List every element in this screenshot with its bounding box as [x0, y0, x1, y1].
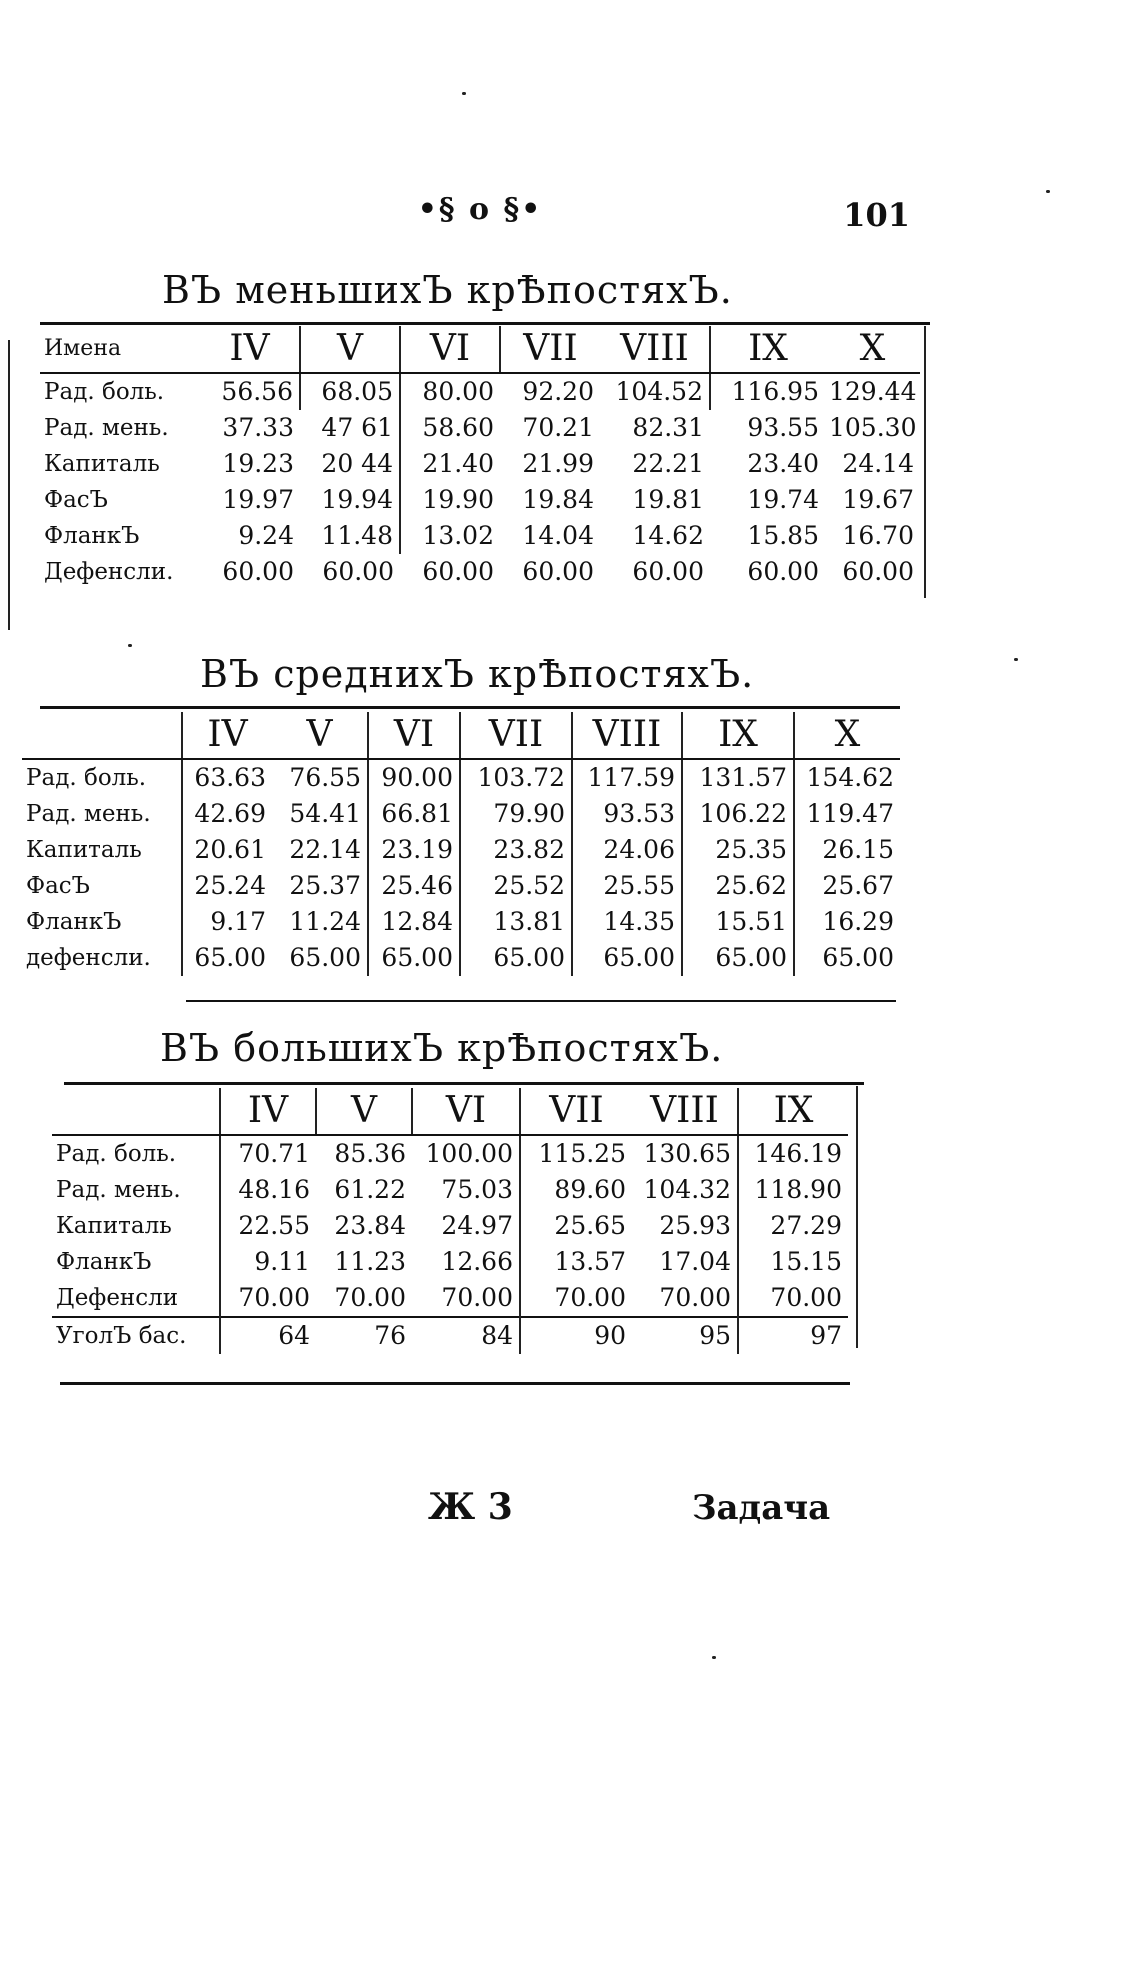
table-cell: 79.90 — [460, 796, 572, 832]
column-header-names — [22, 712, 182, 759]
section-title-small: ВЪ меньшихЪ крѢпостяхЪ. — [162, 268, 733, 312]
column-header: IV — [220, 1088, 316, 1135]
header-ornament: •§ o §• — [417, 192, 543, 227]
row-label: ФланкЪ — [56, 1249, 152, 1275]
table-cell: 70.00 — [520, 1280, 632, 1317]
table-cell: 15.15 — [738, 1244, 848, 1280]
table-cell: 23.19 — [368, 832, 460, 868]
table-cell: 146.19 — [738, 1135, 848, 1172]
table-cell: 25.46 — [368, 868, 460, 904]
table-cell: 63.63 — [182, 759, 272, 796]
table-cell: 60.00 — [747, 557, 819, 586]
table-cell: 129.44 — [829, 377, 917, 406]
table-cell: 93.53 — [572, 796, 682, 832]
bottom-rule — [60, 1382, 850, 1385]
table-cell: 14.62 — [632, 521, 704, 550]
top-rule — [40, 706, 900, 709]
table-row — [40, 554, 920, 590]
page-speck — [128, 644, 132, 647]
table-cell: 103.72 — [460, 759, 572, 796]
table-header-row — [40, 326, 920, 373]
table-cell: 22.21 — [632, 449, 704, 478]
fortress-table-medium — [22, 712, 900, 976]
table-cell: 84 — [481, 1321, 513, 1350]
column-header: VI — [368, 712, 460, 759]
table-header-row — [52, 1088, 848, 1135]
table-cell: 93.55 — [747, 413, 819, 442]
table-cell: 80.00 — [400, 373, 500, 410]
table-header-row — [22, 712, 900, 759]
row-label: УголЪ бас. — [56, 1323, 187, 1349]
column-header: VIII — [632, 1088, 738, 1135]
row-label: Рад. мень. — [56, 1177, 181, 1203]
table-cell: 24.97 — [441, 1211, 513, 1240]
table-row — [40, 518, 920, 554]
table-cell: 106.22 — [682, 796, 794, 832]
table-cell: 76.55 — [289, 763, 361, 792]
column-header: VIII — [600, 326, 710, 373]
row-label: Рад. мень. — [26, 801, 151, 827]
table-cell: 15.85 — [747, 521, 819, 550]
table-cell: 16.70 — [842, 521, 914, 550]
table-cell: 58.60 — [400, 410, 500, 446]
page-speck — [1046, 190, 1050, 193]
column-header: VI — [400, 326, 500, 373]
table-cell: 13.57 — [520, 1244, 632, 1280]
row-label: Рад. боль. — [56, 1141, 177, 1167]
section-title-large: ВЪ большихЪ крѢпостяхЪ. — [160, 1026, 724, 1070]
column-header: IX — [710, 326, 825, 373]
table-cell: 60.00 — [422, 557, 494, 586]
row-label: ФланкЪ — [44, 523, 140, 549]
table-row — [40, 482, 920, 518]
table-row — [22, 759, 900, 796]
row-label: ФасЪ — [44, 487, 108, 513]
row-label: Рад. боль. — [44, 379, 165, 405]
table-cell: 100.00 — [425, 1139, 513, 1168]
table-cell: 60.00 — [222, 557, 294, 586]
table-cell: 116.95 — [710, 373, 825, 410]
table-cell: 65.00 — [289, 943, 361, 972]
table-row — [40, 373, 920, 410]
table-cell: 117.59 — [572, 759, 682, 796]
table-cell: 9.24 — [238, 521, 294, 550]
table-cell: 70.71 — [220, 1135, 316, 1172]
page-speck — [1014, 658, 1018, 661]
table-cell: 22.14 — [289, 835, 361, 864]
row-label: дефенсли. — [26, 945, 151, 971]
right-edge-line — [856, 1086, 858, 1348]
table-cell: 25.35 — [682, 832, 794, 868]
table-cell: 24.14 — [842, 449, 914, 478]
table-cell: 60.00 — [842, 557, 914, 586]
table-row — [22, 868, 900, 904]
table-cell: 65.00 — [572, 940, 682, 976]
signature-mark: Ж 3 — [428, 1486, 513, 1528]
row-label: Капиталь — [44, 451, 160, 477]
table-cell: 19.81 — [632, 485, 704, 514]
table-cell: 60.00 — [632, 557, 704, 586]
column-header: IV — [200, 326, 300, 373]
column-header: V — [272, 712, 368, 759]
table-cell: 56.56 — [221, 377, 293, 406]
table-cell: 25.93 — [659, 1211, 731, 1240]
row-label: Дефенсли. — [44, 559, 174, 585]
table-cell: 61.22 — [334, 1175, 406, 1204]
table-cell: 23.40 — [747, 449, 819, 478]
table-cell: 115.25 — [520, 1135, 632, 1172]
table-cell: 20.61 — [182, 832, 272, 868]
table-cell: 48.16 — [220, 1172, 316, 1208]
row-label: Капиталь — [26, 837, 142, 863]
table-cell: 104.32 — [643, 1175, 731, 1204]
table-cell: 75.03 — [441, 1175, 513, 1204]
page-speck — [462, 92, 466, 95]
table-cell: 76 — [374, 1321, 406, 1350]
table-row — [52, 1172, 848, 1208]
table-cell: 65.00 — [368, 940, 460, 976]
table-cell: 22.55 — [220, 1208, 316, 1244]
table-row — [22, 904, 900, 940]
table-cell: 131.57 — [682, 759, 794, 796]
column-header: IX — [682, 712, 794, 759]
column-header: IX — [738, 1088, 848, 1135]
page-number: 101 — [843, 196, 910, 234]
table-cell: 19.97 — [222, 485, 294, 514]
table-cell: 70.00 — [441, 1283, 513, 1312]
table-row — [40, 446, 920, 482]
table-cell: 105.30 — [829, 413, 917, 442]
table-row — [22, 832, 900, 868]
bottom-rule — [186, 1000, 896, 1002]
table-cell: 70.00 — [659, 1283, 731, 1312]
table-cell: 9.11 — [220, 1244, 316, 1280]
table-cell: 12.84 — [368, 904, 460, 940]
row-label: Рад. боль. — [26, 765, 147, 791]
table-cell: 65.00 — [460, 940, 572, 976]
table-row — [52, 1280, 848, 1317]
catchword: Задача — [692, 1488, 831, 1528]
left-edge-line — [8, 340, 10, 630]
table-cell: 17.04 — [659, 1247, 731, 1276]
column-header: VII — [500, 326, 600, 373]
table-row — [52, 1208, 848, 1244]
table-row — [40, 410, 920, 446]
table-cell: 23.82 — [460, 832, 572, 868]
top-rule — [64, 1082, 864, 1085]
table-cell: 25.24 — [182, 868, 272, 904]
right-edge-line — [924, 326, 926, 598]
row-label: ФланкЪ — [26, 909, 122, 935]
table-cell: 13.02 — [400, 518, 500, 554]
column-header: VIII — [572, 712, 682, 759]
table-cell: 20 44 — [321, 449, 393, 478]
table-cell: 92.20 — [522, 377, 594, 406]
top-rule — [40, 322, 930, 325]
table-row — [22, 940, 900, 976]
column-header: VII — [520, 1088, 632, 1135]
table-cell: 25.55 — [572, 868, 682, 904]
table-cell: 13.81 — [460, 904, 572, 940]
row-label: Рад. мень. — [44, 415, 169, 441]
fortress-table-small — [40, 326, 920, 590]
table-cell: 11.24 — [289, 907, 361, 936]
table-cell: 68.05 — [300, 373, 400, 410]
table-cell: 104.52 — [615, 377, 703, 406]
section-title-medium: ВЪ среднихЪ крѢпостяхЪ. — [200, 652, 755, 696]
table-cell: 97 — [738, 1317, 848, 1354]
column-header: V — [316, 1088, 412, 1135]
table-cell: 90.00 — [368, 759, 460, 796]
table-row — [22, 796, 900, 832]
table-cell: 95 — [699, 1321, 731, 1350]
column-header: VI — [412, 1088, 520, 1135]
table-cell: 23.84 — [334, 1211, 406, 1240]
row-label: Капиталь — [56, 1213, 172, 1239]
table-cell: 118.90 — [738, 1172, 848, 1208]
table-cell: 19.23 — [222, 449, 294, 478]
table-cell: 19.67 — [842, 485, 914, 514]
table-cell: 65.00 — [794, 940, 900, 976]
table-cell: 14.04 — [522, 521, 594, 550]
table-cell: 37.33 — [222, 413, 294, 442]
table-cell: 11.48 — [321, 521, 393, 550]
table-cell: 66.81 — [368, 796, 460, 832]
column-header: VII — [460, 712, 572, 759]
table-cell: 154.62 — [794, 759, 900, 796]
table-cell: 24.06 — [572, 832, 682, 868]
column-header: X — [825, 326, 920, 373]
column-header: X — [794, 712, 900, 759]
table-cell: 12.66 — [441, 1247, 513, 1276]
table-cell: 60.00 — [322, 557, 394, 586]
table-cell: 65.00 — [682, 940, 794, 976]
table-cell: 70.00 — [738, 1280, 848, 1317]
row-label: ФасЪ — [26, 873, 90, 899]
table-cell: 54.41 — [289, 799, 361, 828]
table-cell: 47 61 — [321, 413, 393, 442]
table-cell: 90 — [520, 1317, 632, 1354]
table-cell: 70.00 — [220, 1280, 316, 1317]
table-cell: 15.51 — [682, 904, 794, 940]
column-header-names — [52, 1088, 220, 1135]
table-cell: 27.29 — [738, 1208, 848, 1244]
table-cell: 25.62 — [682, 868, 794, 904]
table-cell: 16.29 — [794, 904, 900, 940]
table-cell: 64 — [220, 1317, 316, 1354]
table-cell: 26.15 — [794, 832, 900, 868]
table-row — [52, 1135, 848, 1172]
table-cell: 25.65 — [520, 1208, 632, 1244]
table-cell: 19.90 — [400, 482, 500, 518]
table-cell: 14.35 — [572, 904, 682, 940]
fortress-table-large — [52, 1088, 848, 1354]
page-speck — [712, 1656, 716, 1659]
row-label: Дефенсли — [56, 1285, 179, 1311]
table-cell: 25.67 — [794, 868, 900, 904]
column-header: IV — [182, 712, 272, 759]
column-header-names: Имена — [40, 326, 200, 373]
table-cell: 130.65 — [643, 1139, 731, 1168]
table-cell: 11.23 — [334, 1247, 406, 1276]
table-cell: 89.60 — [520, 1172, 632, 1208]
table-cell: 19.74 — [747, 485, 819, 514]
table-cell: 82.31 — [632, 413, 704, 442]
table-row — [52, 1317, 848, 1354]
table-cell: 85.36 — [334, 1139, 406, 1168]
table-cell: 42.69 — [182, 796, 272, 832]
table-cell: 119.47 — [794, 796, 900, 832]
table-cell: 65.00 — [182, 940, 272, 976]
table-cell: 9.17 — [182, 904, 272, 940]
table-cell: 19.84 — [522, 485, 594, 514]
column-header: V — [300, 326, 400, 373]
table-cell: 25.52 — [460, 868, 572, 904]
table-cell: 19.94 — [321, 485, 393, 514]
table-cell: 70.21 — [522, 413, 594, 442]
table-cell: 21.40 — [400, 446, 500, 482]
table-cell: 25.37 — [289, 871, 361, 900]
table-cell: 21.99 — [522, 449, 594, 478]
table-cell: 60.00 — [522, 557, 594, 586]
table-row — [52, 1244, 848, 1280]
table-cell: 70.00 — [334, 1283, 406, 1312]
